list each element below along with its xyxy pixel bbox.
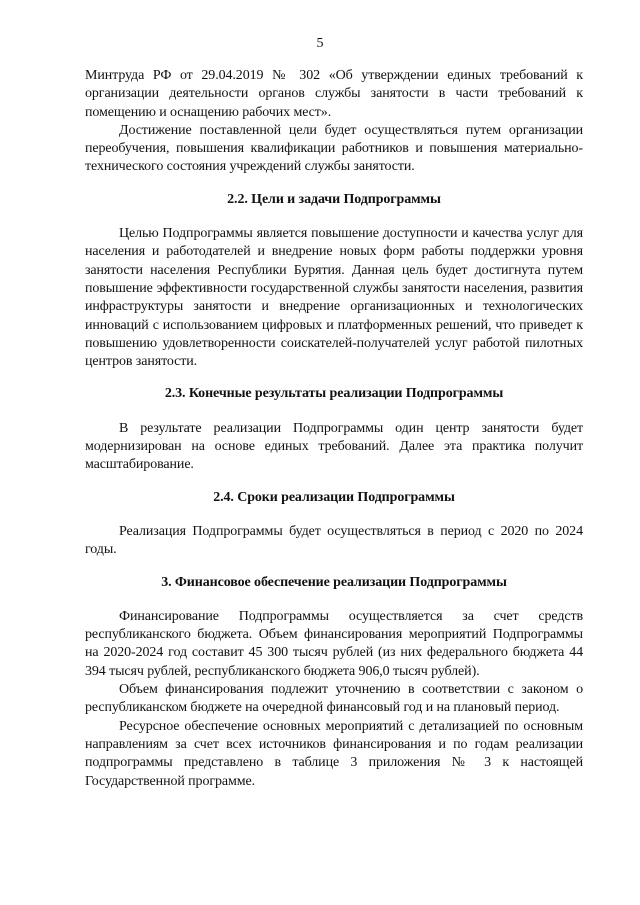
section-3-resources-paragraph: Ресурсное обеспечение основных мероприятий с детализацией по основным направлениям за счет всех источников финансирования и по годам реализации подпрограммы представлено в таблице 3 приложения № 3 к настоящей Государственной программе.: [85, 718, 583, 789]
section-2-4-heading: 2.4. Сроки реализации Подпрограммы: [213, 489, 455, 505]
section-2-4-text: Реализация Подпрограммы будет осуществляться в период с 2020 по 2024 годы.: [85, 523, 583, 558]
section-2-2-text: Целью Подпрограммы является повышение доступности и качества услуг для населения и работодателей и внедрение новых форм работы поддержки уровня занятости населения Республики Бурятия. Данная цель будет достигнута путем повышение эффективности государственной службы занятости населения, развития инфраструктуры занятости и внедрение организационных и технологических инноваций с использованием цифровых и платформенных решений, что приведет к повышению удовлетворенности соискателей-получателей услуг работой пилотных центров занятости.: [85, 226, 583, 370]
intro-paragraph-continuation: Минтруда РФ от 29.04.2019 № 302 «Об утверждении единых требований к организации деятельности органов службы занятости в части требований к помещению и оснащению рабочих мест».: [85, 68, 583, 120]
section-3-adjustment-paragraph: Объем финансирования подлежит уточнению в соответствии с законом о республиканском бюджете на очередной финансовый год и на плановый период.: [85, 682, 583, 716]
section-2-3-heading: 2.3. Конечные результаты реализации Подпрограммы: [164, 386, 504, 402]
page-content: [85, 67, 583, 791]
section-3-heading: 3. Финансовое обеспечение реализации Подпрограммы: [161, 574, 507, 590]
section-2-2-heading: 2.2. Цели и задачи Подпрограммы: [227, 191, 441, 207]
page-number: 5: [316, 36, 324, 51]
section-2-3-text: В результате реализации Подпрограммы один центр занятости будет модернизирован на основе единых требований. Далее эта практика получит масштабирование.: [85, 420, 583, 473]
section-3-financing-paragraph: Финансирование Подпрограммы осуществляется за счет средств республиканского бюджета. Объем финансирования мероприятий Подпрограммы на 2020-2024 год составит 45 300 тысяч рублей (из них федерального бюджета 44 394 тысяч рублей, республиканского бюджета 906,0 тысяч рублей).: [85, 608, 583, 679]
intro-paragraph-goal: Достижение поставленной цели будет осуществляться путем организации переобучения, повышения квалификации работников и повышения материально-технического состояния учреждений службы занятости.: [85, 122, 583, 175]
